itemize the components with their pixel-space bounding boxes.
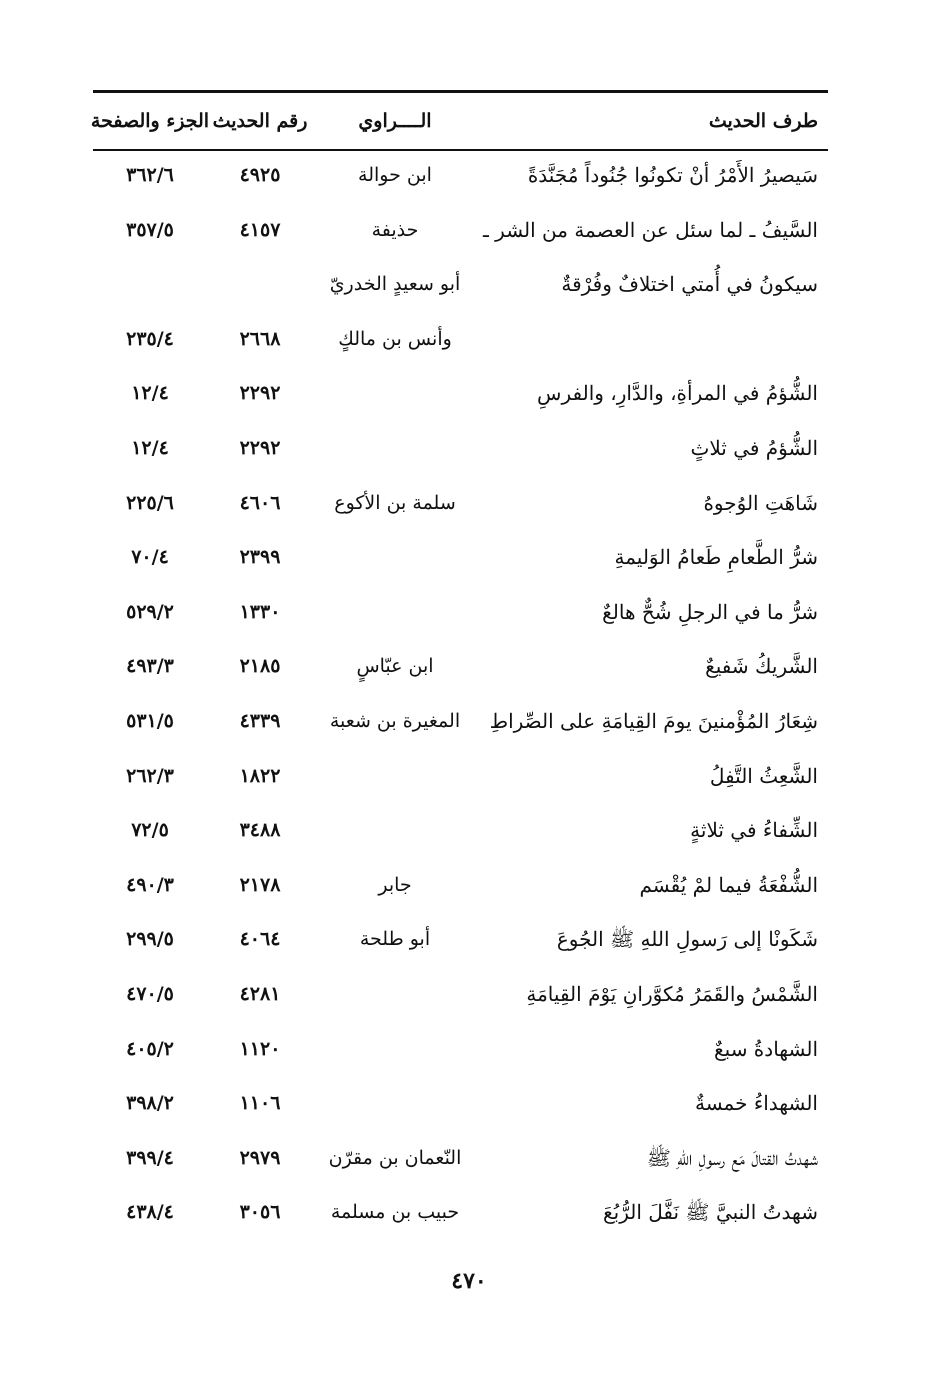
hadith-cell [488,319,818,359]
volume-page-cell: ١٢/٤ [131,382,169,405]
rawi-cell [310,974,480,1014]
hadith-cell: شهدتُ القتالَ مَع رسولِ اللهِ ﷺ [646,1145,818,1170]
page-number: ٤٧٠ [451,1268,487,1294]
volume-page-cell: ٣٩٨/٢ [126,1092,174,1115]
table-row [0,756,938,796]
hadith-cell: الشُّؤمُ في ثلاثٍ [690,436,818,460]
table-row [0,1138,938,1178]
table-row [0,155,938,195]
hadith-number-cell: ٢٢٩٢ [239,382,281,405]
volume-page-cell: ٢٩٩/٥ [126,928,174,951]
hadith-cell: شرُّ الطَّعامِ طَعامُ الوَليمةِ [614,545,818,570]
rawi-cell [310,756,480,796]
volume-page-cell: ٥٣١/٥ [126,710,174,732]
hadith-cell: شَكَونْا إلى رَسولِ اللهِ ﷺ الجُوعَ [556,927,818,952]
hadith-number-cell [210,264,310,304]
hadith-number-cell: ٣٤٨٨ [239,819,281,842]
hadith-cell: الشُّؤمُ في المرأةِ، والدَّارِ، والفرسِ [537,381,818,406]
volume-page-cell: ٤٧٠/٥ [126,983,174,1005]
hadith-number-cell: ٣٠٥٦ [239,1201,281,1224]
hadith-cell: الشَّمْسُ والقَمَرُ مُكوَّرانِ يَوْمَ القِيامَةِ [526,982,818,1006]
hadith-number-cell: ٤٠٦٤ [239,928,281,951]
table-row [0,264,938,304]
hadith-number-cell: ١٣٣٠ [239,600,281,623]
volume-page-cell: ٢٢٥/٦ [126,491,174,514]
rawi-cell [310,1083,480,1123]
volume-page-cell: ٣٥٧/٥ [126,218,174,241]
rawi-cell: أبو سعيدٍ الخدريّ [329,273,461,296]
rawi-cell: ابن حوالة [358,164,432,186]
rawi-cell [310,810,480,850]
volume-page-cell [90,264,210,304]
hadith-cell: شَاهَتِ الوُجوهُ [703,490,818,515]
hadith-cell: الشَّريكُ شَفيعٌ [705,654,818,679]
rawi-cell: سلمة بن الأكوع [334,491,456,514]
header-volume-page: الجزء والصفحة [90,110,210,132]
rawi-cell: حذيفة [371,218,419,241]
volume-page-cell: ٤٩٣/٣ [126,655,174,678]
table-row [0,428,938,468]
hadith-cell: الشَّعِثُ التَّفِلُ [709,763,818,788]
hadith-number-cell: ٢٢٩٢ [239,437,281,459]
table-row [0,1192,938,1232]
top-rule [93,90,828,93]
hadith-number-cell: ٢١٨٥ [239,655,281,678]
hadith-cell: سيكونُ في أُمتي اختلافٌ وفُرْقةٌ [561,272,818,297]
hadith-number-cell: ١١٠٦ [239,1092,281,1115]
hadith-number-cell: ٤٣٣٩ [239,710,281,732]
rawi-cell: النّعمان بن مقرّن [328,1146,462,1169]
table-row [0,865,938,905]
header-number: رقم الحديث [212,110,308,132]
table-row [0,373,938,413]
volume-page-cell: ٧٢/٥ [131,819,169,842]
rawi-cell: جابر [378,873,412,896]
table-row [0,1029,938,1069]
hadith-number-cell: ٤١٥٧ [239,218,281,241]
volume-page-cell: ٤٣٨/٤ [126,1201,174,1224]
hadith-cell: سَيصيرُ الأَمْرُ أنْ تكونُوا جُنُوداً مُجَنَّدَةً [527,163,818,187]
volume-page-cell: ٣٦٢/٦ [126,164,174,186]
table-row [0,210,938,250]
table-row [0,319,938,359]
hadith-number-cell: ٢٣٩٩ [239,546,281,569]
header-rule [93,149,828,151]
hadith-cell: الشِّفاءُ في ثلاثةٍ [690,818,818,843]
volume-page-cell: ٢٣٥/٤ [126,327,174,350]
table-row [0,483,938,523]
volume-page-cell: ٣٩٩/٤ [126,1146,174,1169]
rawi-cell: حبيب بن مسلمة [330,1201,460,1224]
table-row [0,810,938,850]
hadith-number-cell: ٢٦٦٨ [239,327,281,350]
hadith-number-cell: ٢٩٧٩ [239,1146,281,1169]
volume-page-cell: ٥٢٩/٢ [126,600,174,623]
rawi-cell: المغيرة بن شعبة [329,710,461,732]
hadith-number-cell: ١١٢٠ [239,1037,281,1060]
hadith-number-cell: ٤٦٠٦ [239,491,281,514]
table-row [0,1083,938,1123]
volume-page-cell: ١٢/٤ [131,437,169,459]
volume-page-cell: ٧٠/٤ [131,546,169,569]
table-row [0,974,938,1014]
hadith-cell: الشُّفْعَةُ فيما لمْ يُقْسَم [639,872,818,897]
hadith-number-cell: ١٨٢٢ [239,764,281,787]
rawi-cell [310,373,480,413]
hadith-cell: السَّيفُ ـ لما سئل عن العصمة من الشر ـ [482,217,818,242]
rawi-cell [310,428,480,468]
hadith-number-cell: ٤٢٨١ [239,983,281,1005]
hadith-number-cell: ٢١٧٨ [239,873,281,896]
rawi-cell [310,1029,480,1069]
header-rawi: الــــراوي [358,110,432,132]
table-row [0,919,938,959]
volume-page-cell: ٤٩٠/٣ [126,873,174,896]
volume-page-cell: ٤٠٥/٢ [126,1037,174,1060]
header-hadith: طرف الحديث [708,110,818,132]
table-row [0,537,938,577]
hadith-cell: شرُّ ما في الرجلِ شُحٌّ هالعٌ [602,599,818,624]
rawi-cell: ابن عبّاسٍ [356,655,434,678]
rawi-cell [310,537,480,577]
rawi-cell: وأنس بن مالكٍ [338,327,452,350]
hadith-cell: الشهداءُ خمسةٌ [694,1091,818,1116]
rawi-cell: أبو طلحة [359,928,431,951]
rawi-cell [310,592,480,632]
table-row [0,701,938,741]
hadith-cell: شِعَارُ المُؤْمنينَ يومَ القِيامَةِ على الصِّراطِ [489,709,818,733]
hadith-number-cell: ٤٩٢٥ [239,164,281,186]
hadith-cell: شهدتُ النبيَّ ﷺ نَفَّلَ الرُّبُعَ [602,1200,818,1225]
table-row [0,592,938,632]
hadith-cell: الشهادةُ سبعٌ [714,1036,818,1061]
table-row [0,646,938,686]
volume-page-cell: ٢٦٢/٣ [126,764,174,787]
